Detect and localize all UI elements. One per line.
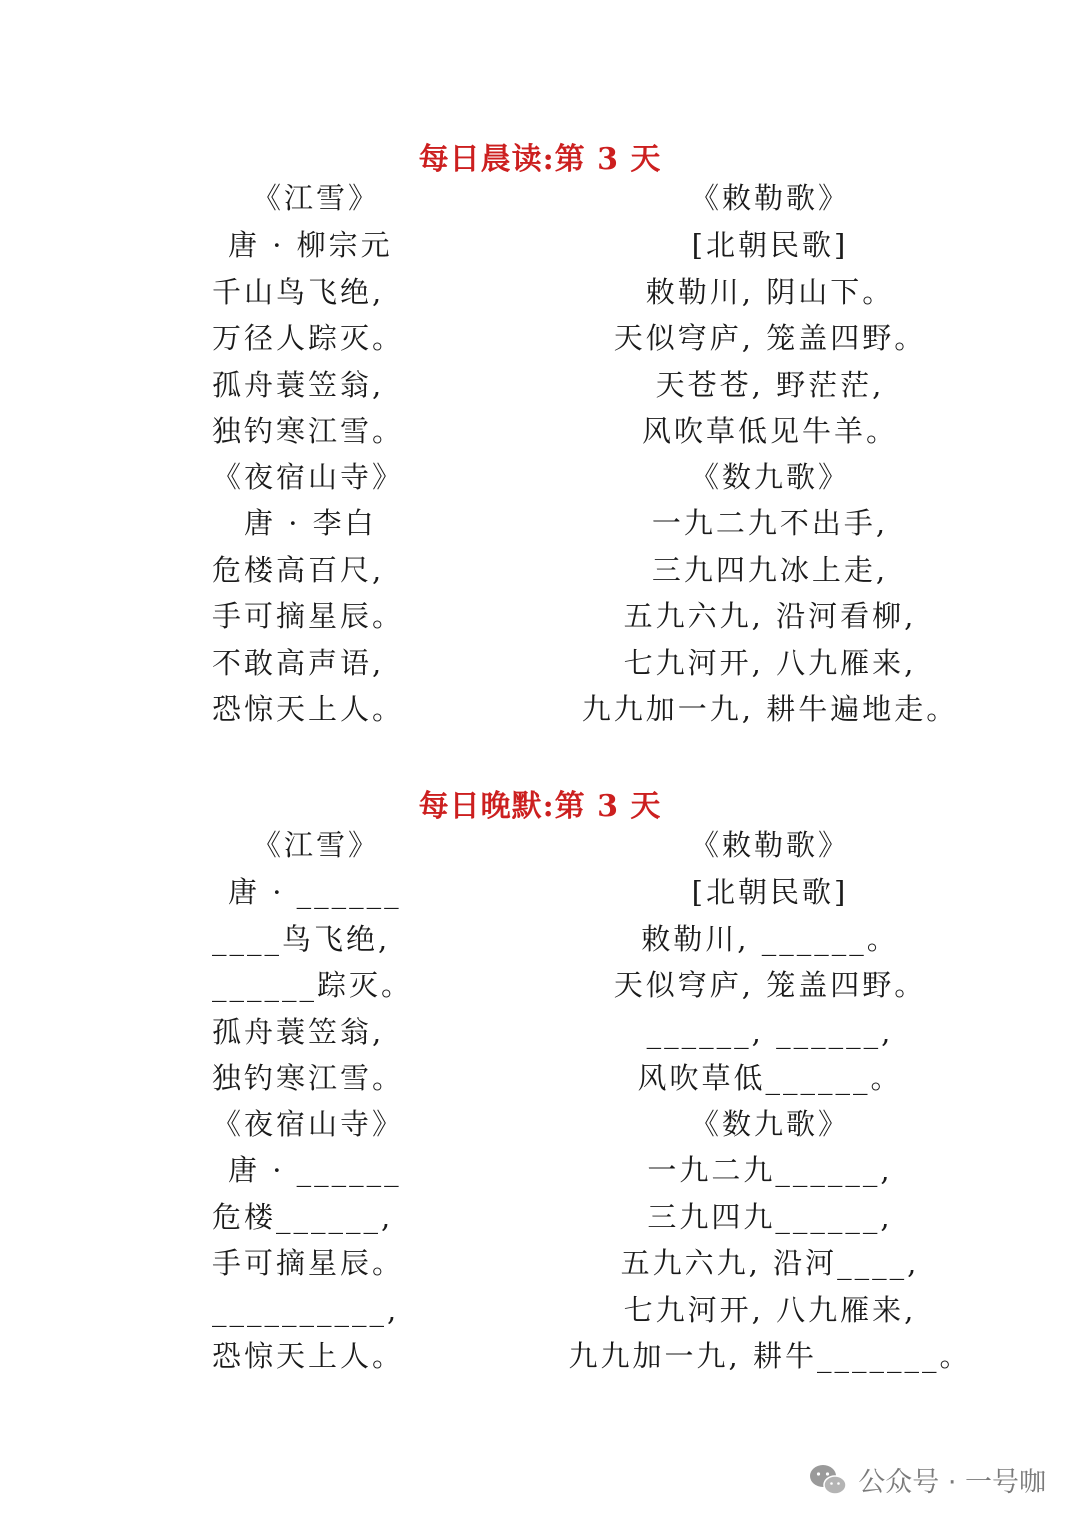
watermark [808, 1460, 1046, 1499]
poem-line: 孤舟蓑笠翁, [212, 368, 385, 402]
poem-line: 唐 · ______ [228, 1153, 402, 1187]
poem-line: 唐 · 李白 [244, 506, 377, 540]
poem-line: 独钓寒江雪。 [212, 414, 405, 448]
poem-line: 危楼高百尺, [212, 553, 385, 587]
morning-title: 每日晨读:第 3 天 [418, 142, 662, 177]
poem-line: 七九河开, 八九雁来, [623, 646, 917, 680]
poem-line: 独钓寒江雪。 [212, 1061, 405, 1095]
poem-line: 手可摘星辰。 [212, 599, 405, 633]
poem-line: 九九加一九, 耕牛_______。 [568, 1339, 972, 1373]
poem-line: 《数九歌》 [689, 1107, 850, 1141]
poem-line: 《敕勒歌》 [689, 828, 850, 862]
poem-line: [北朝民歌] [691, 875, 849, 909]
poem-line: 万径人踪灭。 [212, 321, 405, 355]
poem-line: 七九河开, 八九雁来, [623, 1293, 917, 1327]
poem-line: 三九四九______, [647, 1200, 893, 1234]
poem-line: 《数九歌》 [689, 460, 850, 494]
poem-line: 千山鸟飞绝, [212, 275, 385, 309]
poem-line: 天似穹庐, 笼盖四野。 [613, 968, 927, 1002]
poem-line: 五九六九, 沿河____, [620, 1246, 920, 1280]
poem-line: 风吹草低______。 [637, 1061, 903, 1095]
poem-line: 《江雪》 [252, 828, 381, 862]
poem-line: 敕勒川, ______。 [641, 922, 899, 956]
poem-line: 恐惊天上人。 [212, 692, 405, 726]
poem-line: 《江雪》 [252, 181, 381, 215]
poem-line: 《夜宿山寺》 [212, 1107, 405, 1141]
poem-line: 危楼______, [212, 1200, 394, 1234]
poem-line: 《敕勒歌》 [689, 181, 850, 215]
poem-line: 三九四九冰上走, [651, 553, 889, 587]
evening-title: 每日晚默:第 3 天 [418, 789, 662, 824]
poem-line: 恐惊天上人。 [212, 1339, 405, 1373]
poem-line: 天似穹庐, 笼盖四野。 [613, 321, 927, 355]
poem-line: ______, ______, [646, 1015, 894, 1049]
poem-line: 手可摘星辰。 [212, 1246, 405, 1280]
wechat-icon [808, 1463, 848, 1497]
poem-line: 孤舟蓑笠翁, [212, 1015, 385, 1049]
poem-line: 九九加一九, 耕牛遍地走。 [581, 692, 959, 726]
poem-line: 唐 · ______ [228, 875, 402, 909]
poem-line: 风吹草低见牛羊。 [641, 414, 898, 448]
poem-line: ______踪灭。 [212, 968, 414, 1002]
poem-line: 《夜宿山寺》 [212, 460, 405, 494]
poem-line: __________, [212, 1293, 400, 1327]
poem-line: [北朝民歌] [691, 228, 849, 262]
poem-line: 一九二九不出手, [651, 506, 889, 540]
poem-line: 唐 · 柳宗元 [228, 228, 393, 262]
watermark-text: 公众号 · 一号咖 [858, 1467, 1046, 1498]
poem-line: 五九六九, 沿河看柳, [623, 599, 917, 633]
poem-line: 不敢高声语, [212, 646, 385, 680]
poem-line: ____鸟飞绝, [212, 922, 391, 956]
poem-line: 一九二九______, [647, 1153, 893, 1187]
poem-line: 天苍苍, 野茫茫, [655, 368, 885, 402]
poem-line: 敕勒川, 阴山下。 [645, 275, 895, 309]
